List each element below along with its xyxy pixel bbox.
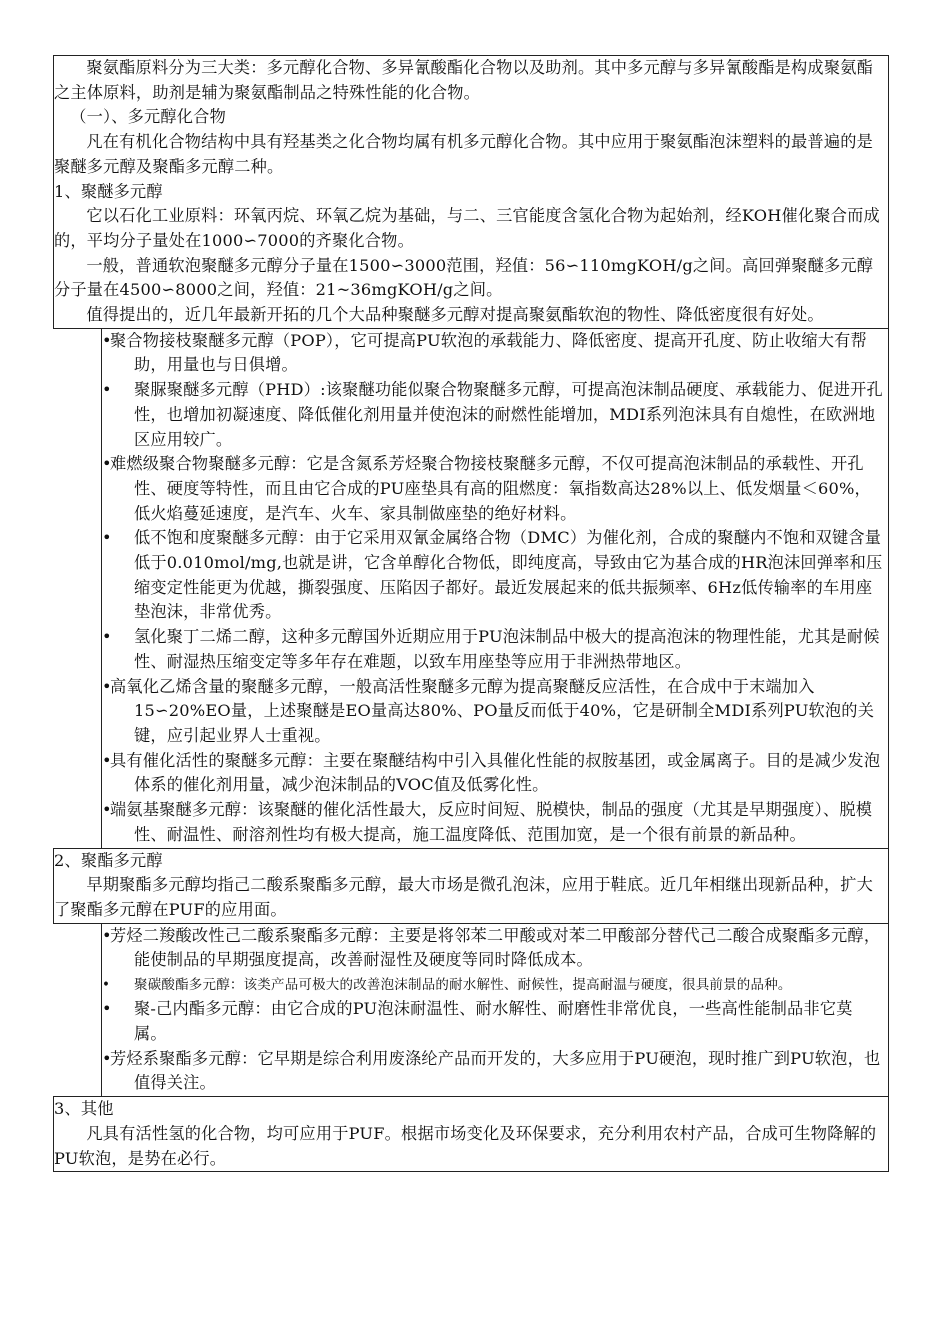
section1-paragraph-1: 它以石化工业原料：环氧丙烷、环氧乙烷为基础，与二、三官能度含氢化合物为起始剂，经KOH催化聚合而成的，平均分子量处在1000∽7000的齐聚化合物。 bbox=[54, 206, 880, 250]
section3-paragraph: 凡具有活性氢的化合物，均可应用于PUF。根据市场变化及环保要求，充分利用农村产品，合成可生物降解的PU软泡，是势在必行。 bbox=[54, 1123, 877, 1168]
section3-title: 3、其他 bbox=[54, 1099, 114, 1119]
bullet-text: 高氧化乙烯含量的聚醚多元醇，一般高活性聚醚多元醇为提高聚醚反应活性，在合成中于末端加入15∽20%EO量，上述聚醚是EO量高达80%、PO量反而低于40%，它是研制全MDI系列PU软泡的关键，应引起业界人士重视。 bbox=[110, 676, 875, 745]
bullet-text: 聚脲聚醚多元醇（PHD）:该聚醚功能似聚合物聚醚多元醇，可提高泡沫制品硬度、承载能力、促进开孔性，也增加初凝速度、降低催化剂用量并使泡沫的耐燃性能增加，MDI系列泡沫具有自熄性，在欧洲地区应用较广。 bbox=[134, 380, 883, 449]
bullet-item bbox=[102, 625, 888, 674]
bullet-text: 芳烃系聚酯多元醇：它早期是综合利用废涤纶产品而开发的，大多应用于PU硬泡，现时推广到PU软泡，也值得关注。 bbox=[110, 1048, 881, 1093]
bullet-marker: • bbox=[102, 528, 112, 548]
bullet-text: 具有催化活性的聚醚多元醇：主要在聚醚结构中引入具催化性能的叔胺基团，或金属离子。目的是减少发泡体系的催化剂用量，减少泡沫制品的VOC值及低雾化性。 bbox=[110, 750, 881, 795]
bullet-marker: • bbox=[102, 1048, 112, 1068]
bullet-marker: • bbox=[102, 454, 112, 474]
bullet-marker: • bbox=[102, 925, 112, 945]
bullet-text: 聚碳酸酯多元醇：该类产品可极大的改善泡沫制品的耐水解性、耐候性，提高耐温与硬度，很具前景的品种。 bbox=[134, 977, 792, 994]
bullet-marker: • bbox=[102, 999, 112, 1019]
bullet-item bbox=[102, 526, 888, 625]
bullet-item bbox=[102, 1047, 888, 1096]
bullet-marker: • bbox=[102, 800, 112, 820]
section1-paragraph-2: 一般，普通软泡聚醚多元醇分子量在1500∽3000范围，羟值：56∽110mgKOH/g之间。高回弹聚醚多元醇分子量在4500∽8000之间，羟值：21~36mgKOH/g之间。 bbox=[54, 255, 874, 300]
section2-box bbox=[53, 848, 889, 924]
intro-section-box bbox=[53, 55, 889, 329]
bullet-marker: • bbox=[102, 750, 112, 770]
section1-title: 1、聚醚多元醇 bbox=[54, 181, 163, 201]
section1-paragraph-3: 值得提出的，近几年最新开拓的几个大品种聚醚多元醇对提高聚氨酯软泡的物性、降低密度很有好处。 bbox=[86, 305, 824, 325]
bullet-text: 低不饱和度聚醚多元醇：由于它采用双氰金属络合物（DMC）为催化剂，合成的聚醚内不饱和双键含量低于0.010mol/mg,也就是讲，它含单醇化合物低，即纯度高，导致由它为基合成的HR泡沫回弹率和压缩变定性能更为优越，撕裂强度、压陷因子都好。最近发展起来的低共振频率、6Hz低传输率的车用座垫泡沫，非常优秀。 bbox=[134, 528, 883, 622]
intro-paragraph: 聚氨酯原料分为三大类：多元醇化合物、多异氰酸酯化合物以及助剂。其中多元醇与多异氰酸酯是构成聚氨酯之主体原料，助剂是辅为聚氨酯制品之特殊性能的化合物。 bbox=[54, 58, 873, 102]
bullet-text: 氢化聚丁二烯二醇，这种多元醇国外近期应用于PU泡沫制品中极大的提高泡沫的物理性能，尤其是耐候性、耐湿热压缩变定等多年存在难题，以致车用座垫等应用于非洲热带地区。 bbox=[134, 627, 880, 671]
bullet-item bbox=[102, 329, 888, 378]
bullet-text: 端氨基聚醚多元醇：该聚醚的催化活性最大，反应时间短、脱模快，制品的强度（尤其是早期强度）、脱模性、耐温性、耐溶剂性均有极大提高，施工温度降低、范围加宽，是一个很有前景的新品种。 bbox=[110, 800, 873, 844]
bullet-marker: • bbox=[102, 676, 112, 696]
bullet-item bbox=[102, 749, 888, 798]
bullet-item bbox=[102, 452, 888, 526]
bullet-marker: • bbox=[102, 627, 112, 647]
section2-paragraph: 早期聚酯多元醇均指己二酸系聚酯多元醇，最大市场是微孔泡沫，应用于鞋底。近几年相继出现新品种，扩大了聚酯多元醇在PUF的应用面。 bbox=[54, 875, 873, 919]
polyether-bullet-list bbox=[101, 329, 889, 848]
bullet-marker: • bbox=[102, 380, 112, 400]
bullet-item bbox=[102, 798, 888, 847]
polyester-bullet-list bbox=[101, 924, 889, 1097]
bullet-item bbox=[102, 997, 888, 1046]
bullet-item bbox=[102, 378, 888, 452]
bullet-item bbox=[102, 675, 888, 749]
bullet-text: 聚合物接枝聚醚多元醇（POP），它可提高PU软泡的承载能力、降低密度、提高开孔度、防止收缩大有帮助，用量也与日俱增。 bbox=[110, 330, 867, 375]
polyol-paragraph: 凡在有机化合物结构中具有羟基类之化合物均属有机多元醇化合物。其中应用于聚氨酯泡沫塑料的最普遍的是聚醚多元醇及聚酯多元醇二种。 bbox=[54, 132, 873, 176]
section3-box bbox=[53, 1096, 889, 1172]
polyol-heading: （一）、多元醇化合物 bbox=[70, 107, 226, 127]
document-page bbox=[53, 55, 889, 1172]
bullet-text: 聚-己内酯多元醇：由它合成的PU泡沫耐温性、耐水解性、耐磨性非常优良，一些高性能制品非它莫属。 bbox=[134, 999, 853, 1044]
bullet-text: 芳烃二羧酸改性己二酸系聚酯多元醇：主要是将邻苯二甲酸或对苯二甲酸部分替代己二酸合成聚酯多元醇，能使制品的早期强度提高，改善耐湿性及硬度等同时降低成本。 bbox=[110, 925, 881, 970]
bullet-marker: • bbox=[102, 977, 111, 994]
bullet-text: 难燃级聚合物聚醚多元醇：它是含氮系芳烃聚合物接枝聚醚多元醇，不仅可提高泡沫制品的承载性、开孔性、硬度等特性，而且由它合成的PU座垫具有高的阻燃度：氧指数高达28%以上、低发烟量＜60%，低火焰蔓延速度，是汽车、火车、家具制做座垫的绝好材料。 bbox=[110, 454, 871, 523]
bullet-marker: • bbox=[102, 330, 112, 350]
section2-title: 2、聚酯多元醇 bbox=[54, 850, 163, 870]
bullet-item bbox=[102, 924, 888, 973]
bullet-item bbox=[102, 973, 888, 997]
